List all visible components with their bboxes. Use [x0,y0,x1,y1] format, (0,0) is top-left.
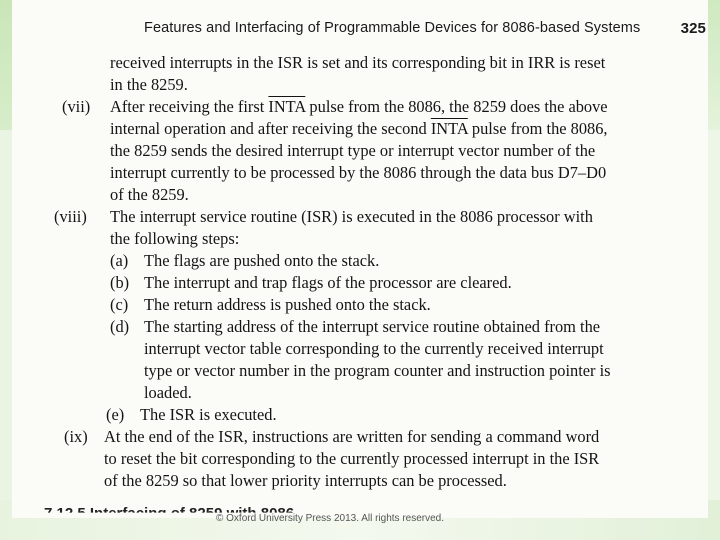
sub-item-d-line-3: type or vector number in the program counter and instruction pointer is [144,361,611,380]
sub-item-c-text: The return address is pushed onto the stack. [144,295,431,314]
running-head-title: Features and Interfacing of Programmable Devices for 8086-based Systems [144,20,641,36]
page-number: 325 [680,20,706,37]
item-ix-label: (ix) [64,427,88,446]
sub-item-a-text: The flags are pushed onto the stack. [144,251,380,270]
item-ix-line-2: to reset the bit corresponding to the currently processed interrupt in the ISR [104,449,600,468]
item-vii-line-1 [110,96,608,118]
background-right-strip [708,130,720,500]
inta-signal: INTA [430,119,468,138]
sub-item-b-text: The interrupt and trap flags of the processor are cleared. [144,273,512,292]
text-run: pulse from the 8086, [467,119,608,138]
item-vii-line-2 [110,118,608,140]
text-run: After receiving the first [110,97,269,116]
inta-signal: INTA [268,97,306,116]
item-vii-line-5: of the 8259. [110,185,189,204]
scanned-page [12,0,708,518]
item-ix-line-3: of the 8259 so that lower priority interrupts can be processed. [104,471,507,490]
text-run: internal operation and after receiving the second [110,119,431,138]
page-header [144,20,708,36]
sub-item-d-line-2: interrupt vector table corresponding to the currently received interrupt [144,339,604,358]
sub-item-c-label: (c) [110,295,129,314]
item-viii-label: (viii) [54,207,87,226]
sub-item-d-label: (d) [110,317,130,336]
sub-item-a-label: (a) [110,251,129,270]
text-run: pulse from the 8086, the 8259 does the above [305,97,608,116]
copyright-notice: © Oxford University Press 2013. All rights reserved. [216,513,445,524]
item-vii-label: (vii) [62,97,91,116]
background-left-strip [0,130,12,500]
item-viii-line-2: the following steps: [110,229,240,248]
item-ix-line-1: At the end of the ISR, instructions are written for sending a command word [104,427,600,446]
sub-item-e-label: (e) [106,405,125,424]
continuation-line-2: in the 8259. [110,75,188,94]
sub-item-e-text: The ISR is executed. [140,405,277,424]
item-vii-line-3: the 8259 sends the desired interrupt type or interrupt vector number of the [110,141,596,160]
continuation-line-1: received interrupts in the ISR is set and its corresponding bit in IRR is reset [110,53,606,72]
item-vii-line-4: interrupt currently to be processed by the 8086 through the data bus D7–D0 [110,163,607,182]
sub-item-b-label: (b) [110,273,130,292]
sub-item-d-line-4: loaded. [144,383,192,402]
item-viii-line-1: The interrupt service routine (ISR) is executed in the 8086 processor with [110,207,593,226]
sub-item-d-line-1: The starting address of the interrupt service routine obtained from the [144,317,601,336]
